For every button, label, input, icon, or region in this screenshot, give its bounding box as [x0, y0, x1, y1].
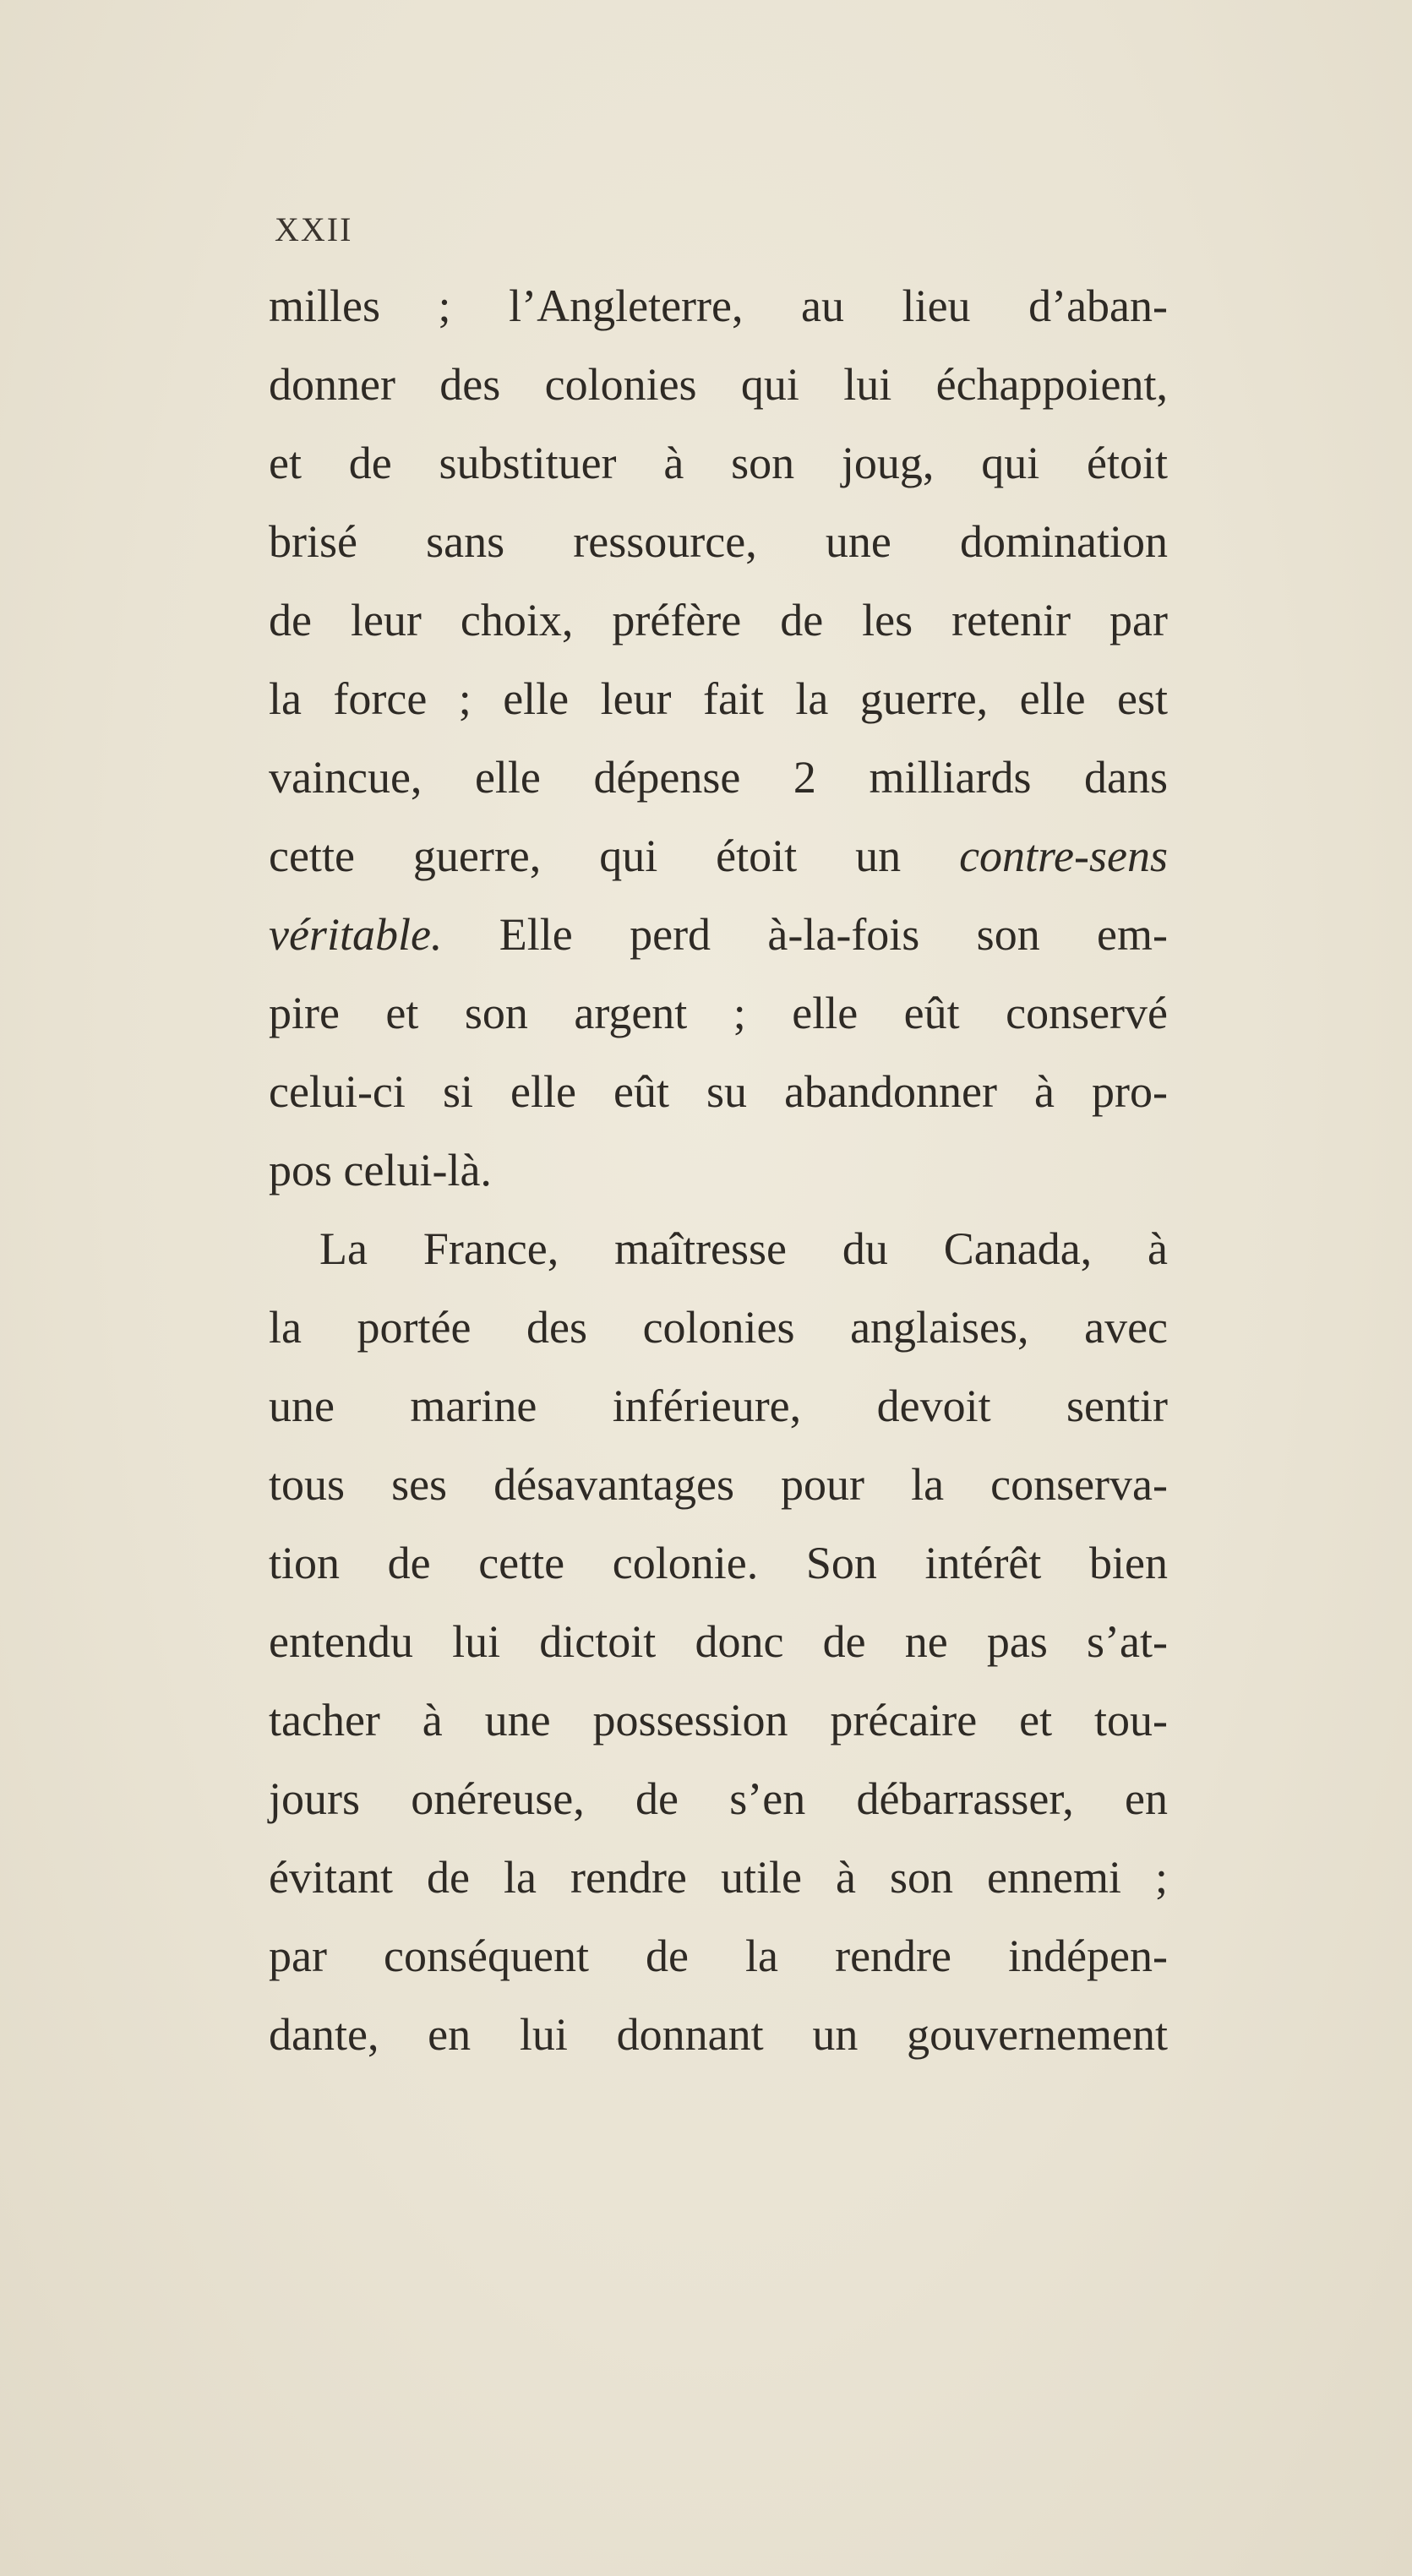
italic-phrase: véritable.	[269, 909, 443, 960]
text-line: pire et son argent ; elle eût conservé	[269, 988, 1168, 1038]
text-line	[269, 817, 1168, 896]
text-line: évitant de la rendre utile à son ennemi ;	[269, 1852, 1168, 1903]
text-line: par conséquent de la rendre indépen-	[269, 1931, 1168, 1981]
text-line: jours onéreuse, de s’en débarrasser, en	[269, 1773, 1168, 1824]
text-segment: Elle perd à-la-fois son em-	[442, 909, 1168, 960]
text-line: La France, maîtresse du Canada, à	[319, 1223, 1168, 1274]
text-line: tion de cette colonie. Son intérêt bien	[269, 1538, 1168, 1588]
text-segment: cette guerre, qui étoit un	[269, 831, 960, 881]
text-line: celui-ci si elle eût su abandonner à pro-	[269, 1066, 1168, 1117]
text-line: brisé sans ressource, une domination	[269, 516, 1168, 567]
text-line: tous ses désavantages pour la conserva-	[269, 1459, 1168, 1510]
text-line: pos celui-là.	[269, 1145, 492, 1195]
text-line: entendu lui dictoit donc de ne pas s’at-	[269, 1616, 1168, 1667]
italic-phrase: contre-sens	[959, 831, 1168, 881]
text-line: dante, en lui donnant un gouvernement	[269, 2009, 1168, 2060]
text-line: la portée des colonies anglaises, avec	[269, 1302, 1168, 1353]
body-text	[269, 267, 1168, 2074]
text-line: vaincue, elle dépense 2 milliards dans	[269, 752, 1168, 803]
text-line: tacher à une possession précaire et tou-	[269, 1695, 1168, 1745]
text-line: une marine inférieure, devoit sentir	[269, 1381, 1168, 1431]
text-line: et de substituer à son joug, qui étoit	[269, 438, 1168, 488]
page-number: XXII	[275, 210, 353, 248]
text-line: de leur choix, préfère de les retenir par	[269, 595, 1168, 645]
text-line: donner des colonies qui lui échappoient,	[269, 359, 1168, 410]
text-line	[269, 896, 1168, 974]
text-line: milles ; l’Angleterre, au lieu d’aban-	[269, 280, 1168, 331]
text-line: la force ; elle leur fait la guerre, elle est	[269, 673, 1168, 724]
